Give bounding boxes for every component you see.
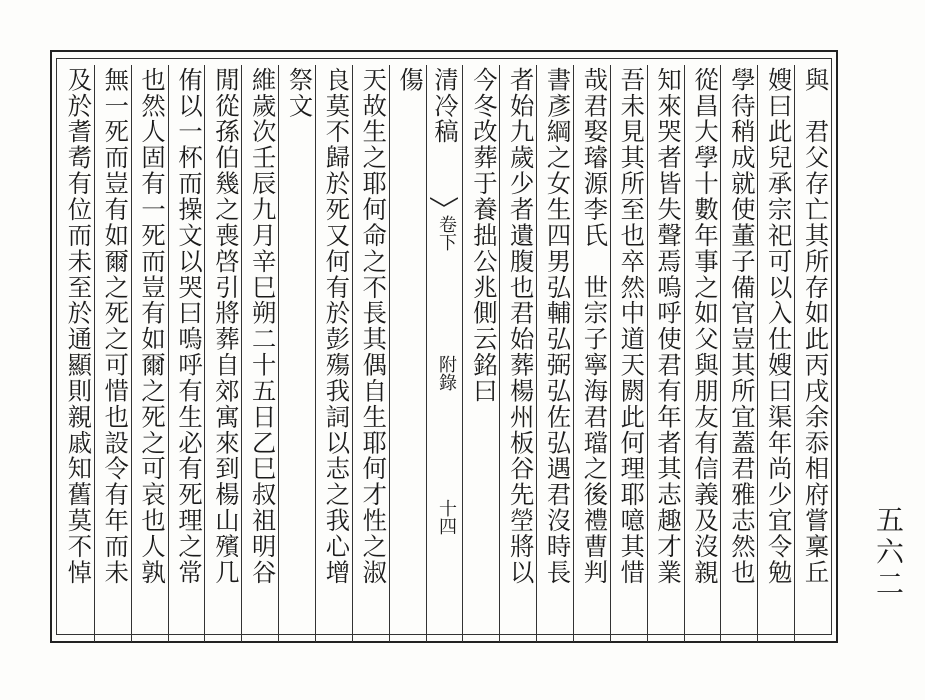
text-block	[56, 58, 832, 635]
column-rule	[241, 65, 242, 642]
column-rule	[610, 65, 611, 642]
fishtail-mark	[430, 197, 458, 207]
column-rule	[315, 65, 316, 642]
column-rule	[794, 65, 795, 642]
column-rule	[389, 65, 390, 642]
leaf-number: 十四	[436, 499, 457, 535]
text-column-14: 維歲次壬辰九月辛巳朔二十五日乙巳叔祖明谷	[247, 67, 277, 586]
text-column-15: 閒從孫伯幾之喪啓引將葬自郊寓來到楊山殯几	[210, 67, 240, 586]
text-column-16: 侑以一杯而操文以哭曰嗚呼有生必有死理之常	[174, 67, 203, 586]
text-column-13: 良莫不歸於死又何有於彭殤我詞以志之我心增	[321, 67, 351, 586]
text-column-6: 吾未見其所至也卒然中道天閼此何理耶噫其惜	[616, 67, 646, 586]
text-column-4: 從昌大學十數年事之如父與朋友有信義及沒親	[690, 67, 719, 586]
text-column-18: 無一死而豈有如爾之死之可惜也設令有年而未	[100, 67, 130, 586]
text-column-12: 天故生之耶何命之不長其偶自生耶何才性之淑	[358, 67, 388, 586]
text-column-8: 書彥綱之女生四男弘輔弘弼弘佐弘遇君沒時長	[542, 67, 572, 586]
page-number: 五六二	[872, 505, 905, 601]
text-column-10: 今冬改葬于養拙公兆側云銘曰	[468, 67, 498, 404]
column-rule	[168, 65, 169, 642]
column-rule	[204, 65, 205, 642]
column-rule	[499, 65, 500, 642]
column-rule	[573, 65, 574, 642]
section-label: 附錄	[436, 355, 457, 391]
column-rule	[684, 65, 685, 642]
column-rule	[131, 65, 132, 642]
column-rule	[352, 65, 353, 642]
column-rule	[426, 65, 427, 642]
text-column-7: 哉君娶璿源李氏 世宗子寧海君璫之後禮曹判	[579, 67, 609, 586]
text-column-2: 嫂曰此兒承宗祀可以入仕嫂曰渠年尚少宜令勉	[763, 67, 793, 586]
volume-label: 卷下	[436, 215, 457, 251]
column-rule	[536, 65, 537, 642]
text-column-17: 也然人固有一死而豈有如爾之死之可哀也人孰	[137, 67, 167, 586]
column-rule	[757, 65, 758, 642]
text-column-5: 知來哭者皆失聲焉嗚呼使君有年者其志趣才業	[653, 67, 683, 586]
section-heading: 祭文	[284, 67, 314, 119]
column-rule	[720, 65, 721, 642]
banxin-column	[424, 67, 464, 639]
book-title: 清冷稿	[430, 67, 459, 145]
column-rule	[462, 65, 463, 642]
text-column-1: 與 君父存亡其所存如此丙戌余忝相府嘗稟丘	[800, 67, 830, 586]
column-rule	[278, 65, 279, 642]
page-frame	[50, 50, 838, 643]
column-rule	[647, 65, 648, 642]
text-column-9: 者始九歲少者遺腹也君始葬楊州板谷先塋將以	[505, 67, 535, 586]
text-column-3: 學待稍成就使董子備官豈其所宜蓋君雅志然也	[726, 67, 756, 586]
text-column-11: 傷	[395, 67, 425, 93]
text-column-19: 及於耆耉有位而未至於通顯則親戚知舊莫不悼	[63, 67, 93, 586]
column-rule	[94, 65, 95, 642]
